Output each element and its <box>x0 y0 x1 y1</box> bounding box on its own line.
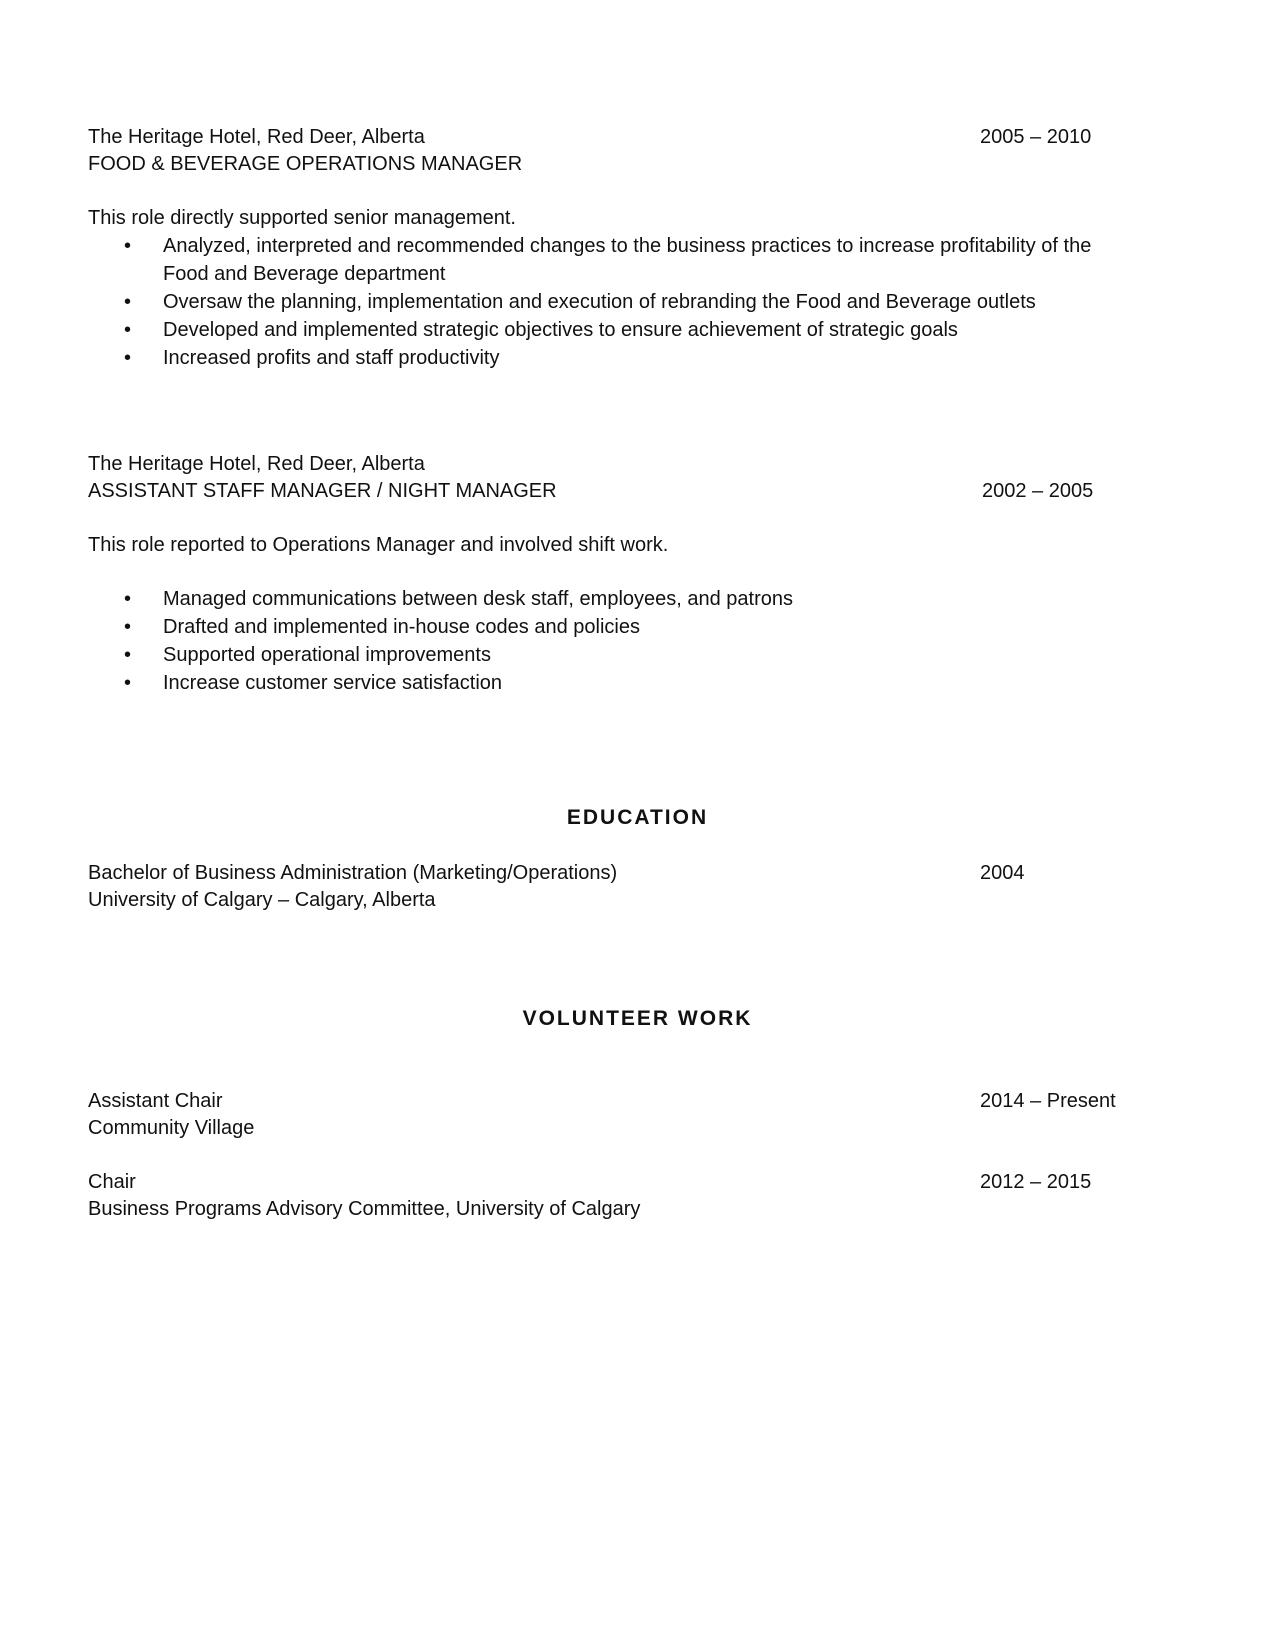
bullet-icon: • <box>124 291 132 313</box>
section-heading-volunteer: VOLUNTEER WORK <box>522 1007 753 1030</box>
list-item <box>88 585 1168 613</box>
list-item-text: Supported operational improvements <box>163 644 491 666</box>
job-employer: The Heritage Hotel, Red Deer, Alberta <box>88 126 425 148</box>
list-item-text: Developed and implemented strategic objectives to ensure achievement of strategic goals <box>163 319 958 341</box>
job-title: FOOD & BEVERAGE OPERATIONS MANAGER <box>88 153 523 175</box>
list-item <box>88 288 1168 316</box>
job-title: ASSISTANT STAFF MANAGER / NIGHT MANAGER <box>88 480 557 502</box>
job-employer: The Heritage Hotel, Red Deer, Alberta <box>88 453 425 475</box>
job-bullet-list <box>88 585 1168 697</box>
job-bullet-list <box>88 232 1168 372</box>
list-item-text: Analyzed, interpreted and recommended changes to the business practices to increase profitability of the <box>163 235 1092 257</box>
bullet-icon: • <box>124 644 132 666</box>
volunteer-org: Community Village <box>88 1117 255 1139</box>
list-item <box>88 316 1168 344</box>
bullet-icon: • <box>124 319 132 341</box>
job-dates: 2002 – 2005 <box>982 480 1094 502</box>
job-dates: 2005 – 2010 <box>980 126 1092 148</box>
list-item <box>88 641 1168 669</box>
education-school: University of Calgary – Calgary, Alberta <box>88 889 436 911</box>
education-degree: Bachelor of Business Administration (Marketing/Operations) <box>88 862 618 884</box>
education-year: 2004 <box>980 862 1025 884</box>
bullet-icon: • <box>124 588 132 610</box>
list-item <box>88 613 1168 641</box>
list-item-text: Increase customer service satisfaction <box>163 672 503 694</box>
job-summary: This role reported to Operations Manager and involved shift work. <box>88 534 669 556</box>
list-item <box>88 232 1168 288</box>
list-item <box>88 669 1168 697</box>
list-item-text: Drafted and implemented in-house codes and policies <box>163 616 640 638</box>
bullet-icon: • <box>124 347 132 369</box>
bullet-icon: • <box>124 616 132 638</box>
bullet-icon: • <box>124 672 132 694</box>
list-item-text: Increased profits and staff productivity <box>163 347 500 369</box>
volunteer-dates: 2012 – 2015 <box>980 1171 1092 1193</box>
bullet-icon: • <box>124 235 132 257</box>
volunteer-dates: 2014 – Present <box>980 1090 1116 1112</box>
job-summary: This role directly supported senior management. <box>88 207 516 229</box>
list-item-text: Managed communications between desk staff, employees, and patrons <box>163 588 793 610</box>
list-item <box>88 344 1168 372</box>
volunteer-role: Chair <box>88 1171 136 1193</box>
section-heading-education: EDUCATION <box>566 806 709 829</box>
volunteer-org: Business Programs Advisory Committee, University of Calgary <box>88 1198 641 1220</box>
volunteer-role: Assistant Chair <box>88 1090 223 1112</box>
list-item-text: Food and Beverage department <box>163 263 446 285</box>
list-item-text: Oversaw the planning, implementation and execution of rebranding the Food and Beverage outlets <box>163 291 1036 313</box>
